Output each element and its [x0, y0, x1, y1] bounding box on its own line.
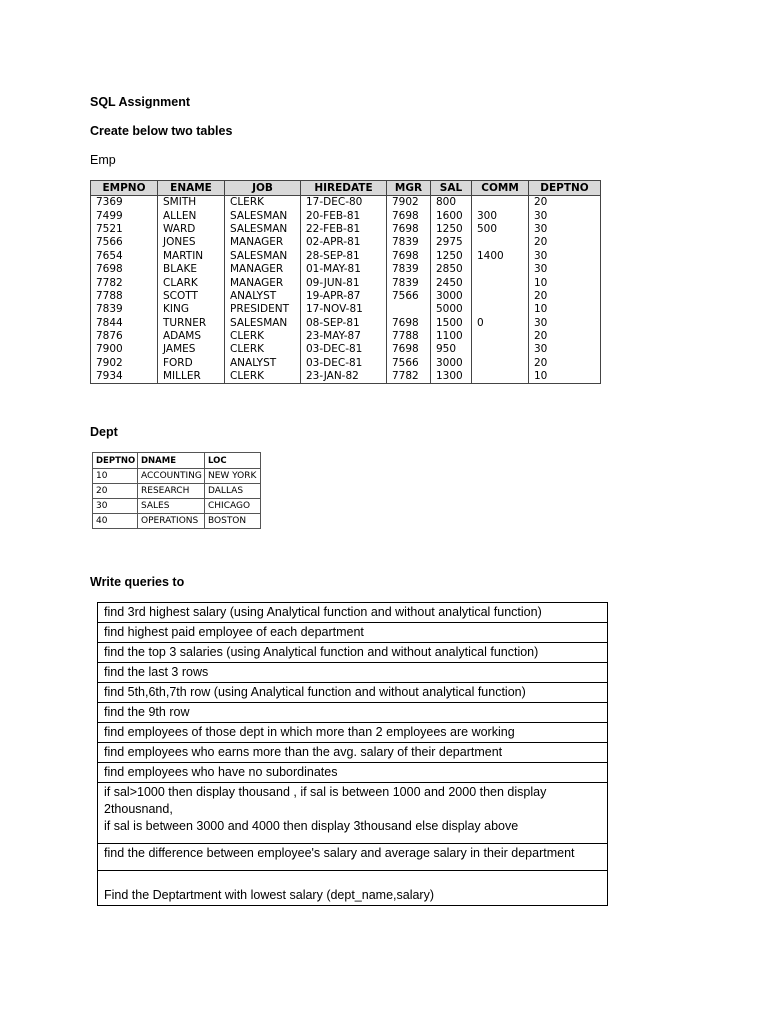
emp-cell: 7521: [91, 223, 158, 236]
emp-cell: 23-JAN-82: [301, 370, 387, 384]
emp-cell: 7788: [387, 330, 431, 343]
emp-cell: 09-JUN-81: [301, 276, 387, 289]
emp-cell: CLERK: [225, 343, 301, 356]
emp-cell: 7654: [91, 250, 158, 263]
emp-cell: 23-MAY-87: [301, 330, 387, 343]
emp-cell: [472, 236, 529, 249]
query-cell: find employees who earns more than the avg. salary of their department: [98, 743, 608, 763]
dept-header-row: [93, 453, 261, 469]
dept-cell: 10: [93, 469, 138, 484]
emp-cell: 7698: [387, 223, 431, 236]
emp-cell: 08-SEP-81: [301, 317, 387, 330]
emp-cell: 7782: [91, 276, 158, 289]
dept-cell: RESEARCH: [138, 484, 205, 499]
emp-cell: SALESMAN: [225, 250, 301, 263]
query-row: [98, 643, 608, 663]
query-row: [98, 743, 608, 763]
query-row: [98, 603, 608, 623]
emp-row: [91, 276, 601, 289]
emp-cell: 19-APR-87: [301, 290, 387, 303]
emp-cell: ALLEN: [158, 209, 225, 222]
emp-cell: 30: [529, 317, 601, 330]
emp-cell: 7844: [91, 317, 158, 330]
emp-header-cell: JOB: [225, 181, 301, 196]
dept-row: [93, 514, 261, 529]
page-title: SQL Assignment: [90, 95, 191, 109]
dept-cell: 30: [93, 499, 138, 514]
dept-cell: ACCOUNTING: [138, 469, 205, 484]
emp-row: [91, 330, 601, 343]
query-cell: find employees who have no subordinates: [98, 763, 608, 783]
emp-cell: [472, 343, 529, 356]
emp-cell: 10: [529, 276, 601, 289]
emp-cell: 7900: [91, 343, 158, 356]
emp-cell: 03-DEC-81: [301, 343, 387, 356]
dept-cell: CHICAGO: [205, 499, 261, 514]
dept-table: [92, 452, 261, 529]
emp-cell: 7698: [91, 263, 158, 276]
emp-cell: 300: [472, 209, 529, 222]
emp-cell: 7698: [387, 317, 431, 330]
emp-cell: 2850: [431, 263, 472, 276]
emp-cell: BLAKE: [158, 263, 225, 276]
emp-cell: [387, 303, 431, 316]
dept-cell: DALLAS: [205, 484, 261, 499]
emp-cell: 03-DEC-81: [301, 357, 387, 370]
emp-cell: 7782: [387, 370, 431, 384]
query-row: [98, 871, 608, 906]
emp-cell: 20: [529, 196, 601, 210]
emp-cell: 7499: [91, 209, 158, 222]
emp-row: [91, 236, 601, 249]
emp-cell: 1250: [431, 223, 472, 236]
emp-cell: MARTIN: [158, 250, 225, 263]
emp-cell: CLERK: [225, 196, 301, 210]
dept-cell: NEW YORK: [205, 469, 261, 484]
emp-cell: 7902: [91, 357, 158, 370]
emp-cell: ANALYST: [225, 357, 301, 370]
query-row: [98, 763, 608, 783]
emp-cell: 7934: [91, 370, 158, 384]
query-line: 2thousnand,: [104, 802, 173, 816]
query-cell: find 3rd highest salary (using Analytical function and without analytical function): [98, 603, 608, 623]
emp-cell: 7902: [387, 196, 431, 210]
query-line: if sal is between 3000 and 4000 then display 3thousand else display above: [104, 819, 519, 833]
emp-header-cell: HIREDATE: [301, 181, 387, 196]
emp-cell: 17-NOV-81: [301, 303, 387, 316]
query-cell: find the last 3 rows: [98, 663, 608, 683]
emp-cell: 1250: [431, 250, 472, 263]
emp-cell: 22-FEB-81: [301, 223, 387, 236]
emp-cell: 7566: [387, 290, 431, 303]
emp-cell: 30: [529, 263, 601, 276]
emp-row: [91, 209, 601, 222]
emp-cell: 7698: [387, 343, 431, 356]
emp-cell: [472, 303, 529, 316]
emp-cell: 20: [529, 357, 601, 370]
query-row: [98, 663, 608, 683]
emp-cell: PRESIDENT: [225, 303, 301, 316]
emp-cell: WARD: [158, 223, 225, 236]
emp-cell: MANAGER: [225, 236, 301, 249]
dept-row: [93, 469, 261, 484]
emp-cell: 17-DEC-80: [301, 196, 387, 210]
section-heading-create: Create below two tables: [90, 124, 233, 138]
emp-cell: 0: [472, 317, 529, 330]
emp-cell: 500: [472, 223, 529, 236]
emp-cell: [472, 357, 529, 370]
dept-cell: 20: [93, 484, 138, 499]
emp-cell: [472, 290, 529, 303]
dept-cell: 40: [93, 514, 138, 529]
query-line: if sal>1000 then display thousand , if sal is between 1000 and 2000 then display: [104, 785, 547, 799]
emp-cell: JONES: [158, 236, 225, 249]
emp-cell: 2450: [431, 276, 472, 289]
emp-cell: 20: [529, 290, 601, 303]
emp-cell: 7839: [387, 276, 431, 289]
emp-cell: 3000: [431, 290, 472, 303]
emp-row: [91, 263, 601, 276]
query-cell: Find the Deptartment with lowest salary (dept_name,salary): [98, 871, 608, 906]
emp-cell: 7839: [387, 236, 431, 249]
emp-cell: ANALYST: [225, 290, 301, 303]
emp-cell: ADAMS: [158, 330, 225, 343]
emp-cell: 1500: [431, 317, 472, 330]
emp-cell: [472, 370, 529, 384]
dept-header-cell: LOC: [205, 453, 261, 469]
emp-cell: 1600: [431, 209, 472, 222]
query-cell: [98, 783, 608, 844]
emp-row: [91, 370, 601, 384]
dept-row: [93, 499, 261, 514]
emp-cell: 10: [529, 303, 601, 316]
query-row: [98, 623, 608, 643]
emp-row: [91, 343, 601, 356]
emp-row: [91, 317, 601, 330]
emp-cell: [472, 263, 529, 276]
emp-cell: 7698: [387, 209, 431, 222]
queries-table: [97, 602, 608, 906]
emp-cell: 30: [529, 223, 601, 236]
emp-cell: 7369: [91, 196, 158, 210]
emp-cell: SALESMAN: [225, 223, 301, 236]
emp-row: [91, 357, 601, 370]
dept-row: [93, 484, 261, 499]
emp-cell: 7839: [387, 263, 431, 276]
emp-cell: CLERK: [225, 330, 301, 343]
query-cell: find the 9th row: [98, 703, 608, 723]
emp-header-cell: MGR: [387, 181, 431, 196]
emp-cell: 28-SEP-81: [301, 250, 387, 263]
emp-cell: 2975: [431, 236, 472, 249]
emp-cell: SMITH: [158, 196, 225, 210]
emp-cell: 7876: [91, 330, 158, 343]
emp-cell: 30: [529, 343, 601, 356]
emp-row: [91, 196, 601, 210]
emp-header-cell: DEPTNO: [529, 181, 601, 196]
emp-cell: 7566: [387, 357, 431, 370]
emp-header-cell: ENAME: [158, 181, 225, 196]
query-row: [98, 683, 608, 703]
emp-cell: KING: [158, 303, 225, 316]
query-row: [98, 844, 608, 871]
dept-cell: BOSTON: [205, 514, 261, 529]
query-row: [98, 723, 608, 743]
emp-cell: SALESMAN: [225, 317, 301, 330]
query-cell: find 5th,6th,7th row (using Analytical function and without analytical function): [98, 683, 608, 703]
emp-cell: JAMES: [158, 343, 225, 356]
query-row: [98, 783, 608, 844]
emp-cell: MANAGER: [225, 263, 301, 276]
emp-cell: CLARK: [158, 276, 225, 289]
emp-table: [90, 180, 601, 384]
emp-row: [91, 250, 601, 263]
emp-cell: 10: [529, 370, 601, 384]
dept-header-cell: DEPTNO: [93, 453, 138, 469]
emp-row: [91, 290, 601, 303]
emp-header-cell: SAL: [431, 181, 472, 196]
emp-cell: 30: [529, 209, 601, 222]
emp-cell: TURNER: [158, 317, 225, 330]
emp-cell: SALESMAN: [225, 209, 301, 222]
emp-cell: [472, 330, 529, 343]
emp-header-cell: EMPNO: [91, 181, 158, 196]
emp-cell: 7788: [91, 290, 158, 303]
emp-cell: 7698: [387, 250, 431, 263]
emp-cell: 02-APR-81: [301, 236, 387, 249]
emp-cell: 800: [431, 196, 472, 210]
emp-cell: 30: [529, 250, 601, 263]
query-cell: find highest paid employee of each department: [98, 623, 608, 643]
emp-cell: SCOTT: [158, 290, 225, 303]
query-row: [98, 703, 608, 723]
emp-row: [91, 223, 601, 236]
emp-table-label: Emp: [90, 153, 116, 167]
emp-cell: 1400: [472, 250, 529, 263]
emp-cell: [472, 196, 529, 210]
emp-cell: 20: [529, 330, 601, 343]
emp-cell: [472, 276, 529, 289]
dept-cell: SALES: [138, 499, 205, 514]
emp-cell: 5000: [431, 303, 472, 316]
dept-cell: OPERATIONS: [138, 514, 205, 529]
emp-cell: 01-MAY-81: [301, 263, 387, 276]
dept-table-label: Dept: [90, 425, 118, 439]
emp-cell: 7839: [91, 303, 158, 316]
emp-cell: MILLER: [158, 370, 225, 384]
emp-cell: 950: [431, 343, 472, 356]
dept-header-cell: DNAME: [138, 453, 205, 469]
emp-cell: 20-FEB-81: [301, 209, 387, 222]
query-cell: find employees of those dept in which more than 2 employees are working: [98, 723, 608, 743]
emp-cell: FORD: [158, 357, 225, 370]
emp-cell: 20: [529, 236, 601, 249]
emp-cell: 1300: [431, 370, 472, 384]
query-cell: find the top 3 salaries (using Analytical function and without analytical function): [98, 643, 608, 663]
emp-cell: 1100: [431, 330, 472, 343]
emp-header-cell: COMM: [472, 181, 529, 196]
emp-row: [91, 303, 601, 316]
emp-cell: 3000: [431, 357, 472, 370]
emp-cell: MANAGER: [225, 276, 301, 289]
section-heading-queries: Write queries to: [90, 575, 185, 589]
emp-cell: 7566: [91, 236, 158, 249]
query-cell: find the difference between employee's salary and average salary in their department: [98, 844, 608, 871]
emp-header-row: [91, 181, 601, 196]
emp-cell: CLERK: [225, 370, 301, 384]
